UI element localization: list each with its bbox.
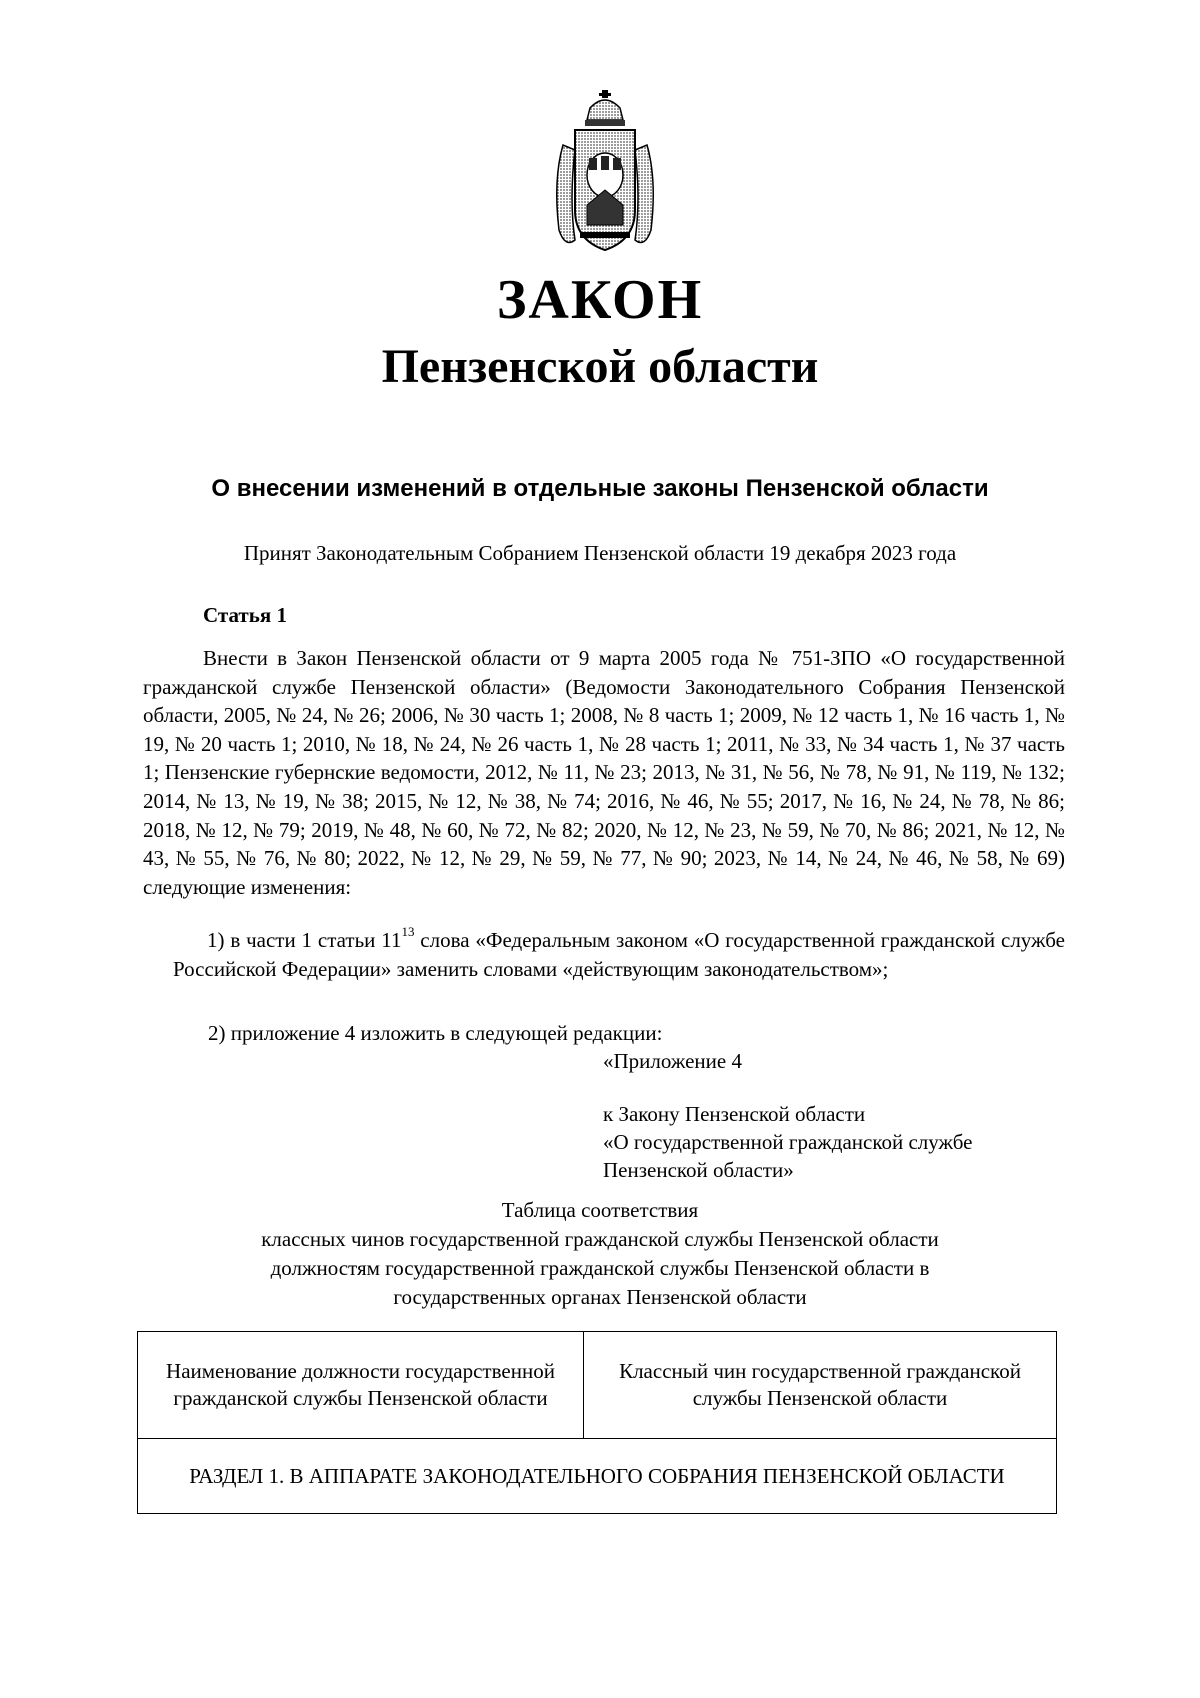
table-header-row (138, 1332, 1057, 1439)
table-section-title: РАЗДЕЛ 1. В АППАРАТЕ ЗАКОНОДАТЕЛЬНОГО СОБРАНИЯ ПЕНЗЕНСКОЙ ОБЛАСТИ (138, 1439, 1057, 1514)
table-caption-line: должностям государственной гражданской службы Пензенской области в (270, 1256, 930, 1280)
article-item-2: 2) приложение 4 изложить в следующей редакции: (208, 1021, 663, 1045)
correspondence-table (137, 1331, 1057, 1514)
item1-rest: слова «Федеральным законом «О государственной гражданской службе Российской Федерации» заменить словами «действующим законодательством»; (173, 928, 1065, 981)
table-section-row (138, 1439, 1057, 1514)
table-caption-title: Таблица соответствия (501, 1198, 699, 1222)
item1-prefix: 1) в части 1 статьи 11 (207, 928, 402, 952)
law-region: Пензенской области (381, 340, 819, 393)
article-title: Статья 1 (203, 603, 287, 627)
appendix-ref-line: к Закону Пензенской области (603, 1102, 866, 1126)
article-intro-paragraph: Внести в Закон Пензенской области от 9 марта 2005 года № 751-ЗПО «О государственной гражданской службе Пензенской области» (Ведомости Законодательного Собрания Пензенской области, 2005, № 24, № 26; 2006, № 30 часть 1; 2008, № 8 часть 1; 2009, № 12 часть 1, № 16 часть 1, № 19, № 20 часть 1; 2010, № 18, № 24, № 26 часть 1, № 28 часть 1; 2011, № 33, № 34 часть 1, № 37 часть 1; Пензенские губернские ведомости, 2012, № 11, № 23; 2013, № 31, № 56, № 78, № 91, № 119, № 132; 2014, № 13, № 19, № 38; 2015, № 12, № 38, № 74; 2016, № 46, № 55; 2017, № 16, № 24, № 78, № 86; 2018, № 12, № 79; 2019, № 48, № 60, № 72, № 82; 2020, № 12, № 23, № 59, № 70, № 86; 2021, № 12, № 43, № 55, № 76, № 80; 2022, № 12, № 29, № 59, № 77, № 90; 2023, № 14, № 24, № 46, № 58, № 69) следующие изменения: (143, 646, 1065, 899)
law-title: ЗАКОН (496, 269, 704, 331)
coat-of-arms-icon (545, 90, 665, 255)
table-header-rank: Классный чин государственной гражданской службы Пензенской области (584, 1332, 1057, 1439)
item1-superscript: 13 (401, 924, 415, 939)
table-caption-line: государственных органах Пензенской области (393, 1285, 807, 1309)
adoption-note: Принят Законодательным Собранием Пензенской области 19 декабря 2023 года (243, 541, 957, 565)
article-item-1 (173, 926, 1065, 983)
appendix-ref-line: Пензенской области» (603, 1158, 794, 1182)
table-caption-line: классных чинов государственной гражданской службы Пензенской области (261, 1227, 939, 1251)
law-subject: О внесении изменений в отдельные законы Пензенской области (211, 475, 989, 502)
table-header-position: Наименование должности государственной гражданской службы Пензенской области (138, 1332, 584, 1439)
appendix-label: «Приложение 4 (603, 1049, 742, 1073)
appendix-ref-line: «О государственной гражданской службе (603, 1130, 973, 1154)
